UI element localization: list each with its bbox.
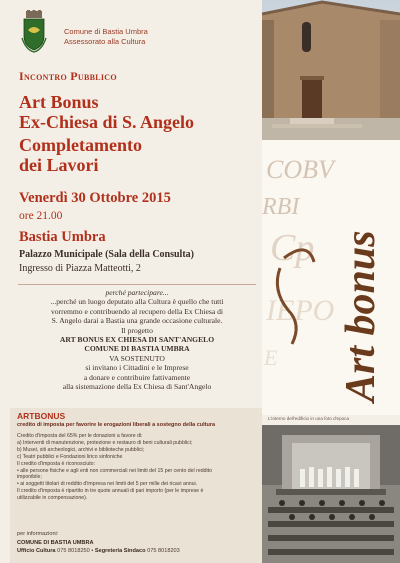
artbonus-info-box	[10, 408, 262, 563]
venue-name: Palazzo Municipale (Sala della Consulta)	[19, 249, 194, 260]
body-line: ...perché un luogo deputato alla Cultura è quello che tutti	[50, 297, 224, 307]
event-venue	[19, 248, 194, 276]
svg-text:COBV: COBV	[266, 155, 334, 184]
svg-text:IEPO: IEPO	[266, 294, 335, 327]
project-name: ART BONUS EX CHIESA DI SANT'ANGELO	[59, 335, 215, 345]
event-title	[19, 92, 259, 175]
divider	[18, 284, 256, 285]
info-org: COMUNE DI BASTIA UMBRA	[17, 539, 94, 546]
body-line: vorremmo e contribuendo al recupero della Ex Chiesa di	[50, 306, 224, 316]
body-line: si invitano i Cittadini e le Imprese	[85, 363, 189, 373]
svg-text:RBI: RBI	[262, 194, 300, 220]
comune-name: Comune di Bastia Umbra	[64, 27, 148, 36]
body-text	[12, 288, 262, 391]
detail-line: c) Teatri pubblici e Fondazioni lirico sinfoniche	[17, 453, 123, 460]
artbonus-title: ARTBONUS	[17, 411, 66, 421]
contact-line: Ufficio Cultura 075 8018250 • Segreteria Sindaco 075 8018203	[17, 548, 180, 554]
assessorato: Assessorato alla Cultura	[64, 37, 146, 46]
body-line: VA SOSTENUTO	[109, 353, 165, 363]
body-line: a donare e contribuire fattivamente	[83, 372, 191, 382]
body-line: alla sistemazione della Ex Chiesa di Sant'Angelo	[62, 382, 212, 392]
title-line: Ex-Chiesa di S. Angelo	[19, 112, 195, 132]
body-line: S. Angelo darai a Bastia una grande occasione culturale.	[51, 316, 223, 326]
contact-2-phone: 075 8018203	[147, 548, 180, 554]
header	[12, 10, 262, 62]
contact-1-phone: 075 8018250	[57, 548, 90, 554]
detail-line: a) Interventi di manutenzione, protezione e restauro di beni culturali pubblici;	[17, 439, 193, 446]
event-time: ore 21.00	[19, 210, 63, 222]
church-exterior-photo	[262, 0, 400, 140]
svg-text:Cp: Cp	[270, 227, 315, 269]
title-line: Art Bonus	[19, 92, 99, 112]
event-date: Venerdì 30 Ottobre 2015	[19, 190, 171, 206]
event-kicker: Incontro Pubblico	[19, 69, 117, 83]
detail-line: • ai soggetti titolari di reddito d'impresa nei limiti del 5 per mille dei ricavi annui.	[17, 481, 198, 488]
detail-line: Credito d'imposta del 65% per le donazioni a favore di:	[17, 433, 143, 439]
title-line: Completamento	[19, 135, 142, 155]
contact-1-label: Ufficio Cultura	[17, 548, 56, 554]
detail-line: • alle persone fisiche e agli enti non commerciali nei limiti del 15 per cento del reddito	[17, 467, 213, 474]
detail-line: b) Musei, siti archeologici, archivi e biblioteche pubblici;	[17, 446, 145, 453]
svg-text:E: E	[264, 345, 278, 370]
venue-entrance: Ingresso di Piazza Matteotti, 2	[19, 263, 141, 274]
detail-line: Il credito d'imposta è ripartito in tre quote annuali di pari importo (per le imprese è	[17, 488, 204, 495]
detail-line: utilizzabile in compensazione).	[17, 495, 88, 502]
artbonus-details	[17, 433, 259, 502]
detail-line: imponibile;	[17, 474, 42, 481]
historic-interior-photo	[262, 425, 400, 563]
municipal-crest-icon	[20, 10, 48, 54]
event-city: Bastia Umbra	[19, 229, 106, 245]
photo-caption: L'interno dell'edificio in una foto d'epoca	[268, 416, 350, 421]
contact-info	[17, 530, 180, 556]
body-line: Il progetto	[121, 325, 153, 335]
project-org: COMUNE DI BASTIA UMBRA	[84, 344, 190, 354]
contact-2-label: Segreteria Sindaco	[94, 548, 146, 554]
info-label: per informazioni:	[17, 531, 59, 537]
artbonus-logo-text: Art bonus	[338, 230, 384, 402]
body-intro: perché partecipare...	[105, 288, 169, 297]
artbonus-subtitle: credito di imposta per favorire le erogazioni liberali a sostegno della cultura	[17, 422, 216, 428]
artbonus-logo-panel	[262, 140, 400, 415]
detail-line: Il credito d'imposta è riconosciuto:	[17, 460, 95, 467]
title-line: dei Lavori	[19, 155, 99, 175]
